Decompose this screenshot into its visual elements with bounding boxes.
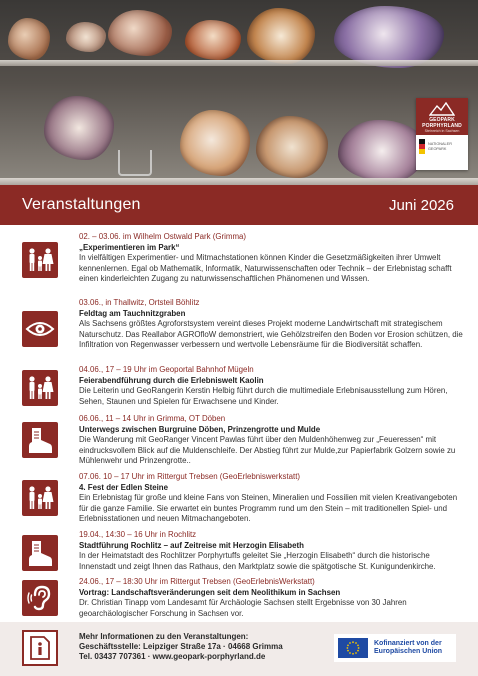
page-title: Veranstaltungen [22,196,141,213]
event-date: 06.06., 11 – 14 Uhr in Grimma, OT Döben [79,414,226,423]
family-icon [22,370,58,406]
footer-contact-link[interactable]: Tel. 03437 707361 · www.geopark-porphyrland.de [79,652,266,661]
eu-line-1: Kofinanziert von der [374,639,442,647]
event-title: Feldtag am Tauchnitzgraben [79,308,186,318]
agate-specimen [180,110,250,176]
events-header-band [0,185,478,225]
info-icon [22,630,58,666]
event-description: Die Leiterin und GeoRangerin Kerstin Helbig führt durch die multimediale Erlebnisausstellung zum Hören, Sehen, Staunen und Spielen für Erwachsene und Kinder. [79,386,448,406]
month-label: Juni 2026 [388,196,454,214]
footer-address: Geschäftsstelle: Leipziger Straße 17a · 04668 Grimma [79,642,283,651]
footer [0,622,478,676]
mineral-specimen [8,18,50,60]
agate-specimen [256,116,328,178]
event-description: Ein Erlebnistag für große und kleine Fans von Steinen, Mineralien und Fossilien mit vielen Kreativangeboten für die ganze Familie. Sie erwartet ein buntes Programm rund um den Stein – mit traditionellen Spiel- und Erlebnisstationen und neuen Mitmachangeboten. [79,493,458,524]
mineral-specimen [247,8,315,64]
family-icon [22,480,58,516]
event-title: Stadtführung Rochlitz – auf Zeitreise mit Herzogin Elisabeth [79,540,304,550]
event-title: „Experimentieren im Park“ [79,242,180,252]
mineral-specimen [185,20,241,60]
hiking-boot-icon [22,535,58,571]
footer-info-heading: Mehr Informationen zu den Veranstaltungen: [79,632,249,641]
display-stand [118,150,152,176]
glass-shelf [0,178,478,185]
event-title: Unterwegs zwischen Burgruine Döben, Prinzengrotte und Mulde [79,424,321,434]
ear-icon [22,580,58,616]
mountain-logo-icon [429,102,455,116]
amethyst-specimen [334,6,444,68]
event-date: 04.06., 17 – 19 Uhr im Geoportal Bahnhof Mügeln [79,365,254,374]
family-icon [22,242,58,278]
eu-flag-icon [338,638,368,658]
event-title: 4. Fest der Edlen Steine [79,482,169,492]
event-description: Die Wanderung mit GeoRanger Vincent Pawlas führt über den Muldenhöhenweg zur „Feueressen“ mit eindrucksvollem Blick auf die Muldenschleife. Der Abstieg führt zur Mulde,zur Papierfabrik Golzern sowie zu Mühlenwehr und Prinzengrotte.. [79,435,456,466]
event-date: 24.06., 17 – 18:30 Uhr im Rittergut Trebsen (GeoErlebnisWerkstatt) [79,577,315,586]
flag-stripe-gold [419,149,425,154]
contact-info [79,632,283,662]
event-date: 07.06. 10 – 17 Uhr im Rittergut Trebsen (GeoErlebniswerkstatt) [79,472,301,481]
mineral-specimen [66,22,106,52]
event-date: 03.06., in Thallwitz, Ortsteil Böhlitz [79,298,200,307]
event-description: Dr. Christian Tinapp vom Landesamt für Archäologie Sachsen stellt Ergebnisse von 30 Jahren geoarchäologischer Forschung in Sachsen vor. [79,598,407,618]
hiking-boot-icon [22,422,58,458]
amethyst-specimen [338,120,426,182]
eye-icon [22,311,58,347]
hero-photo [0,0,478,185]
eu-funding-badge [334,634,456,662]
germany-flag-icon [419,139,425,154]
eu-line-2: Europäischen Union [374,648,443,655]
logo-national-label: NATIONALER GEOPARK [427,142,452,151]
logo-name: GEOPARK PORPHYRLAND [422,117,462,129]
event-title: Vortrag: Landschaftsveränderungen seit dem Neolithikum in Sachsen [79,587,341,597]
event-description: In der Heimatstadt des Rochlitzer Porphyrtuffs geleitet Sie „Herzogin Elisabeth“ durch die historische Innenstadt und zeigt Ihnen das Rathaus, den Marktplatz sowie die spätgotische St. Kunigundenkirche. [79,551,436,571]
event-title: Feierabendführung durch die Erlebniswelt Kaolin [79,375,264,385]
glass-shelf [0,60,478,66]
mineral-specimen [108,10,172,56]
geopark-logo[interactable] [416,98,468,170]
event-description: In vielfältigen Experimentier- und Mitmachstationen können Kinder die Gesetzmäßigkeiten ihrer Umwelt kennenlernen. Egal ob Mathematik, Informatik, Naturwissenschaften oder Technik – der Erlebnistag schafft einen kinderleichten Zugang zu naturwissenschaftlichen Phänomenen und Wissen. [79,253,452,284]
event-date: 19.04., 14:30 – 16 Uhr in Rochlitz [79,530,197,539]
logo-subtitle: Steinreich in Sachsen [424,129,460,133]
event-description: Als Sachsens größtes Agroforstsystem vereint dieses Projekt moderne Landwirtschaft mit strategischem Naturschutz. Das Reallabor AGROfloW demonstriert, wie Gehölzstreifen den Boden vor Erosion schützen, die Infiltration von Regenwasser verbessern und wertvolle Lebensräume für die Biodiversität schaffen. [79,319,463,350]
event-date: 02. – 03.06. im Wilhelm Ostwald Park (Grimma) [79,232,247,241]
amethyst-specimen [44,96,114,160]
